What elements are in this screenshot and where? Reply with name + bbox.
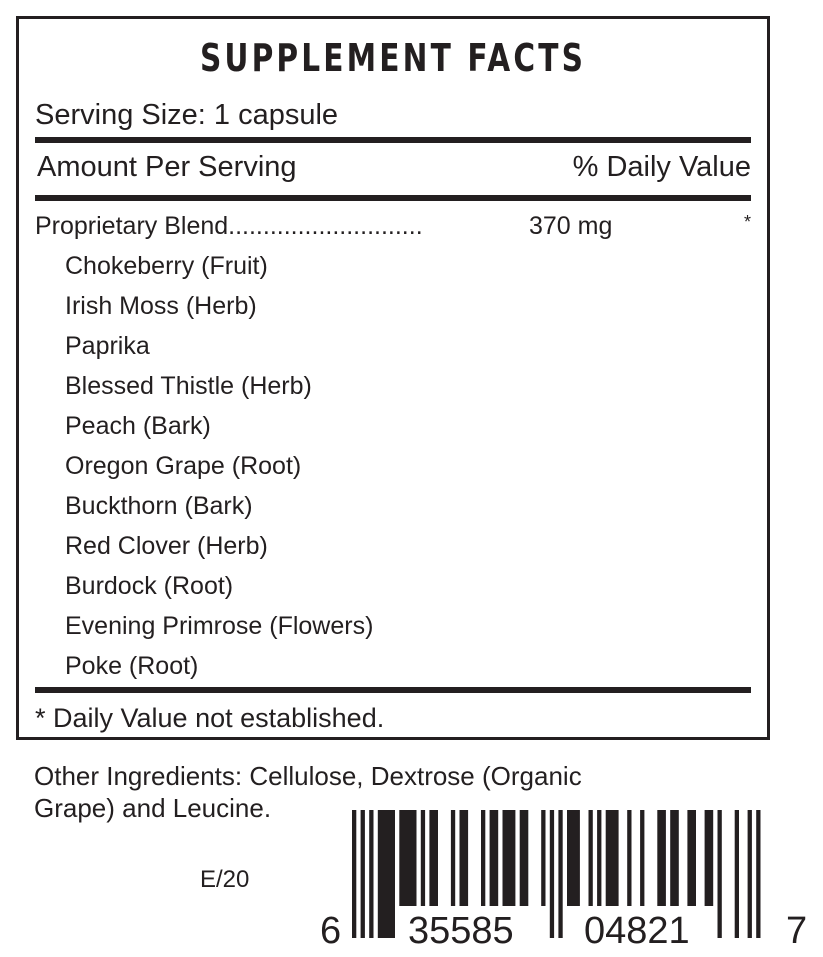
barcode-bar xyxy=(361,810,365,938)
barcode-bar xyxy=(490,810,499,906)
barcode-bar xyxy=(558,810,562,938)
barcode-bar xyxy=(670,810,679,906)
barcode-bar xyxy=(627,810,631,906)
barcode-bar xyxy=(369,810,373,938)
barcode-bar xyxy=(735,810,739,938)
barcode-bar xyxy=(399,810,416,906)
barcode-number-system: 6 xyxy=(320,910,342,952)
barcode-bar xyxy=(687,810,696,906)
divider-thick xyxy=(35,195,751,201)
barcode-bar xyxy=(640,810,644,906)
proprietary-blend-row xyxy=(35,211,755,241)
barcode-bar xyxy=(657,810,666,906)
list-item: Blessed Thistle (Herb) xyxy=(65,372,312,400)
barcode-bar xyxy=(705,810,714,906)
blend-name: Proprietary Blend............................ xyxy=(35,212,423,240)
barcode-bar xyxy=(606,810,619,906)
divider-thick xyxy=(35,137,751,143)
barcode-bar xyxy=(597,810,601,906)
barcode-bar xyxy=(541,810,545,906)
list-item: Burdock (Root) xyxy=(65,572,234,600)
barcode-check-digit: 7 xyxy=(786,910,808,952)
barcode-bar xyxy=(748,810,752,938)
barcode-left-group: 35585 xyxy=(408,910,514,952)
daily-value-header: % Daily Value xyxy=(572,151,751,183)
daily-value-footnote: * Daily Value not established. xyxy=(35,703,385,733)
barcode-bar xyxy=(451,810,455,906)
list-item: Chokeberry (Fruit) xyxy=(65,252,268,280)
panel-title: SUPPLEMENT FACTS xyxy=(199,36,587,80)
barcode-bar xyxy=(756,810,760,938)
barcode-right-group: 04821 xyxy=(584,910,690,952)
barcode-bar xyxy=(460,810,469,906)
blend-amount: 370 mg xyxy=(529,212,613,240)
other-ingredients-line-1: Other Ingredients: Cellulose, Dextrose (Organic xyxy=(34,761,582,791)
list-item: Oregon Grape (Root) xyxy=(65,452,302,480)
barcode-bar xyxy=(352,810,356,938)
barcode-bar xyxy=(550,810,554,938)
barcode-bar xyxy=(718,810,722,938)
amount-per-serving-header: Amount Per Serving xyxy=(37,151,297,183)
list-item: Poke (Root) xyxy=(65,652,199,680)
barcode-bar xyxy=(481,810,485,906)
other-ingredients-line-2: Grape) and Leucine. xyxy=(34,793,272,823)
list-item: Paprika xyxy=(65,332,150,360)
upc-barcode xyxy=(320,810,808,952)
divider-thick xyxy=(35,687,751,693)
barcode-bar xyxy=(429,810,438,906)
barcode-bar xyxy=(503,810,516,906)
list-item: Red Clover (Herb) xyxy=(65,532,268,560)
barcode-bar xyxy=(520,810,529,906)
list-item: Buckthorn (Bark) xyxy=(65,492,253,520)
blend-daily-value: * xyxy=(743,212,751,232)
list-item: Evening Primrose (Flowers) xyxy=(65,612,374,640)
serving-size: Serving Size: 1 capsule xyxy=(35,99,339,131)
ingredient-list xyxy=(65,251,373,691)
supplement-facts-panel xyxy=(16,16,770,740)
lot-code: E/20 xyxy=(200,866,250,893)
list-item: Peach (Bark) xyxy=(65,412,211,440)
barcode-bar xyxy=(567,810,580,906)
list-item: Irish Moss (Herb) xyxy=(65,292,257,320)
barcode-bar xyxy=(589,810,593,906)
barcode-bar xyxy=(421,810,425,906)
barcode-bar xyxy=(378,810,395,938)
